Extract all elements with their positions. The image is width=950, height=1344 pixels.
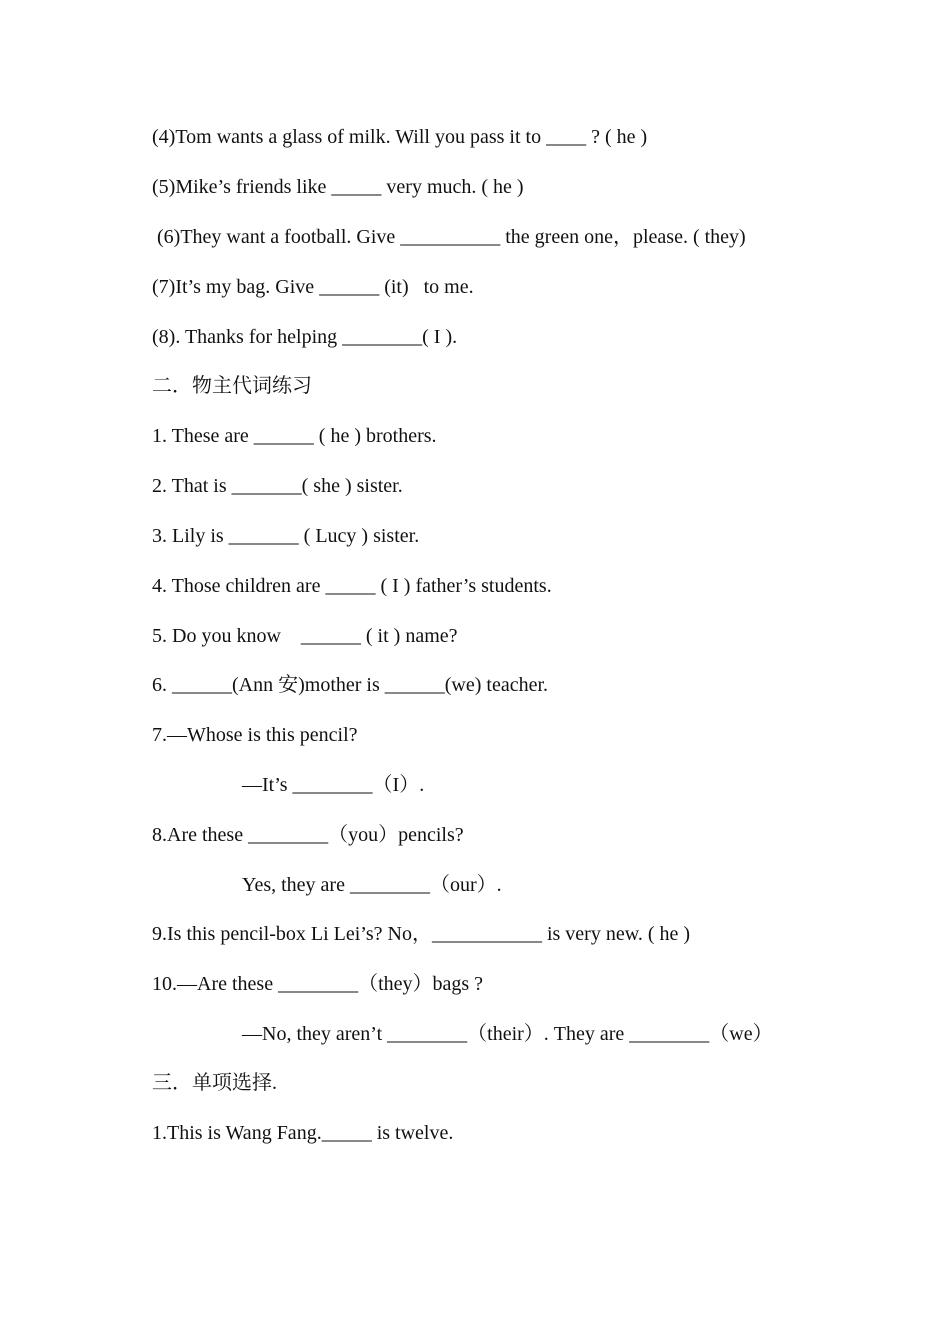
exercise-line-8: (8). Thanks for helping ________( I ). [152, 326, 458, 348]
pronoun-question-9: 9.Is this pencil-box Li Lei’s? No，___________ is very new. ( he ) [152, 923, 691, 945]
exercise-line-7: (7)It’s my bag. Give ______ (it) to me. [152, 276, 474, 298]
pronoun-question-10-answer: —No, they aren’t ________（their）. They are ________（we） [242, 1023, 773, 1045]
choice-question-1: 1.This is Wang Fang._____ is twelve. [152, 1122, 454, 1144]
pronoun-question-5: 5. Do you know ______ ( it ) name? [152, 625, 458, 647]
pronoun-question-2: 2. That is _______( she ) sister. [152, 475, 403, 497]
pronoun-question-1: 1. These are ______ ( he ) brothers. [152, 425, 437, 447]
pronoun-question-7: 7.—Whose is this pencil? [152, 724, 358, 746]
section-heading-3: 三．单项选择. [152, 1072, 277, 1094]
pronoun-question-7-answer: —It’s ________（I）. [242, 774, 425, 796]
pronoun-question-8-answer: Yes, they are ________（our）. [242, 874, 502, 896]
exercise-line-4: (4)Tom wants a glass of milk. Will you pass it to ____ ? ( he ) [152, 126, 648, 148]
exercise-line-6: (6)They want a football. Give __________ the green one，please. ( they) [157, 226, 746, 248]
pronoun-question-3: 3. Lily is _______ ( Lucy ) sister. [152, 525, 420, 547]
pronoun-question-4: 4. Those children are _____ ( I ) father’s students. [152, 575, 552, 597]
exercise-line-5: (5)Mike’s friends like _____ very much. ( he ) [152, 176, 524, 198]
pronoun-question-8: 8.Are these ________（you）pencils? [152, 824, 464, 846]
pronoun-question-6: 6. ______(Ann 安)mother is ______(we) teacher. [152, 674, 549, 696]
pronoun-question-10: 10.—Are these ________（they）bags ? [152, 973, 484, 995]
section-heading-2: 二．物主代词练习 [152, 375, 312, 397]
